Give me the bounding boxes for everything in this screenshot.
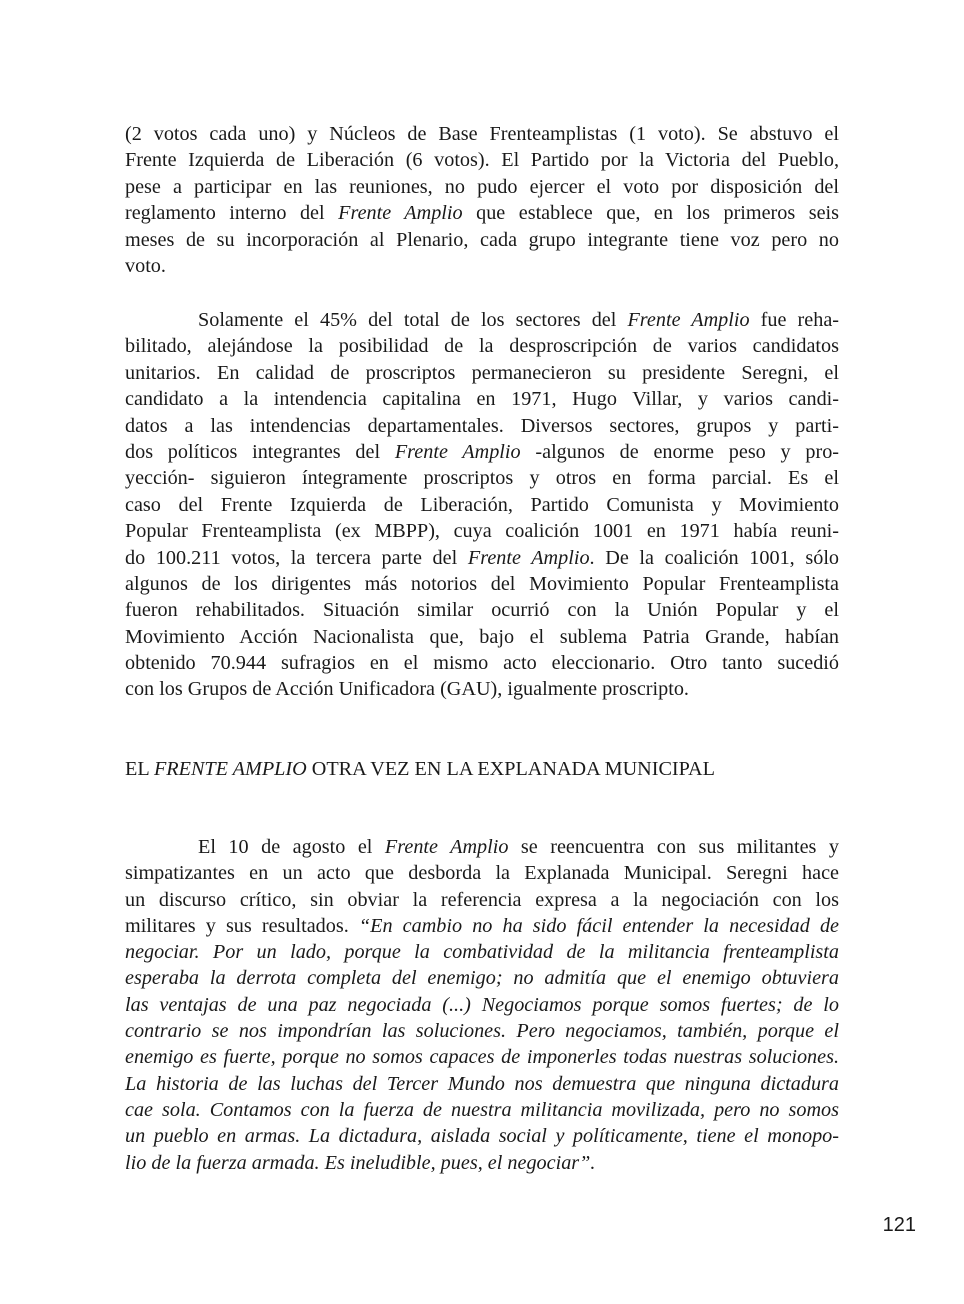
- italic-run: contrario se nos impondrían las soluciones. Pero negociamos, también, porque el: [125, 1020, 839, 1043]
- text-line: [125, 571, 839, 597]
- text-line: [125, 834, 839, 860]
- text-line: [125, 413, 839, 439]
- paragraph-2: [125, 307, 839, 703]
- text-run: simpatizantes en un acto que desborda la Explanada Municipal. Seregni hace: [125, 862, 839, 885]
- text-run: yección- siguieron íntegramente proscriptos y otros en forma parcial. Es el: [125, 467, 839, 490]
- italic-run: La historia de las luchas del Tercer Mundo nos demuestra que ninguna dictadura: [125, 1072, 839, 1095]
- text-run: Frente Izquierda de Liberación (6 votos). El Partido por la Victoria del Pueblo,: [125, 149, 839, 172]
- text-run: El 10 de agosto el: [198, 836, 385, 858]
- italic-run: un pueblo en armas. La dictadura, aislada social y políticamente, tiene el monopo-: [125, 1125, 839, 1148]
- italic-run: Frente Amplio: [627, 309, 750, 331]
- italic-run: negociar. Por un lado, porque la combatividad de la militancia frenteamplista: [125, 941, 839, 964]
- text-run: EL: [125, 758, 154, 780]
- text-run: Popular Frenteamplista (ex MBPP), cuya coalición 1001 en 1971 había reuni-: [125, 520, 839, 543]
- text-run: un discurso crítico, sin obviar la referencia expresa a la negociación con los: [125, 888, 839, 911]
- text-line: [125, 333, 839, 359]
- text-run: unitarios. En calidad de proscriptos permanecieron su presidente Seregni, el: [125, 361, 839, 384]
- italic-run: Frente Amplio: [394, 440, 521, 463]
- text-line: [125, 492, 839, 518]
- text-line: [125, 965, 839, 991]
- text-run: do 100.211 votos, la tercera parte del: [125, 546, 468, 569]
- text-line: [125, 439, 839, 465]
- text-line: [125, 676, 839, 702]
- page-number: 121: [882, 1214, 916, 1236]
- text-line: [125, 1071, 839, 1097]
- text-run: obtenido 70.944 sufragios en el mismo acto eleccionario. Otro tanto sucedió: [125, 652, 839, 675]
- text-line: [125, 597, 839, 623]
- italic-run: lio de la fuerza armada. Es ineludible, pues, el negociar”.: [125, 1151, 596, 1174]
- text-line: [125, 1123, 839, 1149]
- text-line: [125, 624, 839, 650]
- text-run: . De la coalición 1001, sólo: [589, 546, 840, 569]
- text-run: militares y sus resultados.: [125, 914, 359, 937]
- text-line: [125, 887, 839, 913]
- text-line: [125, 1044, 839, 1070]
- italic-run: esperaba la derrota completa del enemigo; no admitía que el enemigo obtuviera: [125, 967, 839, 990]
- text-line: [125, 253, 839, 279]
- text-line: [125, 227, 839, 253]
- text-run: candidato a la intendencia capitalina en 1971, Hugo Villar, y varios candi-: [125, 388, 839, 411]
- text-run: bilitado, alejándose la posibilidad de la desproscripción de varios candidatos: [125, 335, 839, 358]
- text-run: Movimiento Acción Nacionalista que, bajo el sublema Patria Grande, habían: [125, 625, 839, 648]
- text-run: meses de su incorporación al Plenario, cada grupo integrante tiene voz pero no: [125, 228, 839, 251]
- italic-run: Frente Amplio: [384, 836, 509, 858]
- italic-run: “En cambio no ha sido fácil entender la necesidad de: [358, 914, 839, 937]
- text-run: OTRA VEZ EN LA EXPLANADA MUNICIPAL: [306, 758, 715, 780]
- text-line: [125, 121, 839, 147]
- text-run: (2 votos cada uno) y Núcleos de Base Frenteamplistas (1 voto). Se abstuvo el: [125, 123, 839, 145]
- text-run: -algunos de enorme peso y pro-: [520, 440, 840, 463]
- text-run: que establece que, en los primeros seis: [462, 202, 840, 225]
- text-line: [125, 992, 839, 1018]
- text-run: voto.: [125, 254, 166, 277]
- text-line: [125, 1018, 839, 1044]
- text-run: con los Grupos de Acción Unificadora (GAU), igualmente proscripto.: [125, 678, 689, 701]
- paragraph-1: [125, 121, 839, 279]
- italic-run: Frente Amplio: [467, 546, 590, 569]
- text-line: [125, 307, 839, 333]
- text-run: reglamento interno del: [125, 202, 339, 225]
- italic-run: FRENTE AMPLIO: [153, 758, 307, 780]
- italic-run: cae sola. Contamos con la fuerza de nuestra militancia movilizada, pero no somos: [125, 1098, 839, 1121]
- text-line: [125, 465, 839, 491]
- text-line: [125, 650, 839, 676]
- text-line: [125, 939, 839, 965]
- text-run: dos políticos integrantes del: [125, 440, 395, 463]
- italic-run: enemigo es fuerte, porque no somos capaces de imponerles todas nuestras soluciones.: [125, 1046, 839, 1069]
- text-line: [125, 386, 839, 412]
- text-line: [125, 913, 839, 939]
- text-line: [125, 200, 839, 226]
- text-run: fueron rehabilitados. Situación similar ocurrió con la Unión Popular y el: [125, 599, 839, 622]
- text-run: fue reha-: [749, 309, 839, 331]
- italic-run: las ventajas de una paz negociada (...) Negociamos porque somos fuertes; de lo: [125, 993, 839, 1016]
- text-line: [125, 545, 839, 571]
- text-run: algunos de los dirigentes más notorios del Movimiento Popular Frenteamplista: [125, 572, 839, 595]
- text-line: [125, 147, 839, 173]
- text-line: [125, 518, 839, 544]
- text-line: [125, 1150, 839, 1176]
- text-line: [125, 360, 839, 386]
- paragraph-3: [125, 834, 839, 1176]
- section-heading: [125, 756, 839, 782]
- text-run: Solamente el 45% del total de los sectores del: [198, 309, 628, 331]
- text-run: datos a las intendencias departamentales. Diversos sectores, grupos y parti-: [125, 414, 839, 437]
- text-run: se reencuentra con sus militantes y: [508, 836, 839, 858]
- text-line: [125, 1097, 839, 1123]
- text-run: pese a participar en las reuniones, no pudo ejercer el voto por disposición del: [125, 175, 839, 198]
- text-line: [125, 860, 839, 886]
- text-run: caso del Frente Izquierda de Liberación, Partido Comunista y Movimiento: [125, 493, 839, 516]
- italic-run: Frente Amplio: [338, 202, 463, 225]
- text-line: [125, 174, 839, 200]
